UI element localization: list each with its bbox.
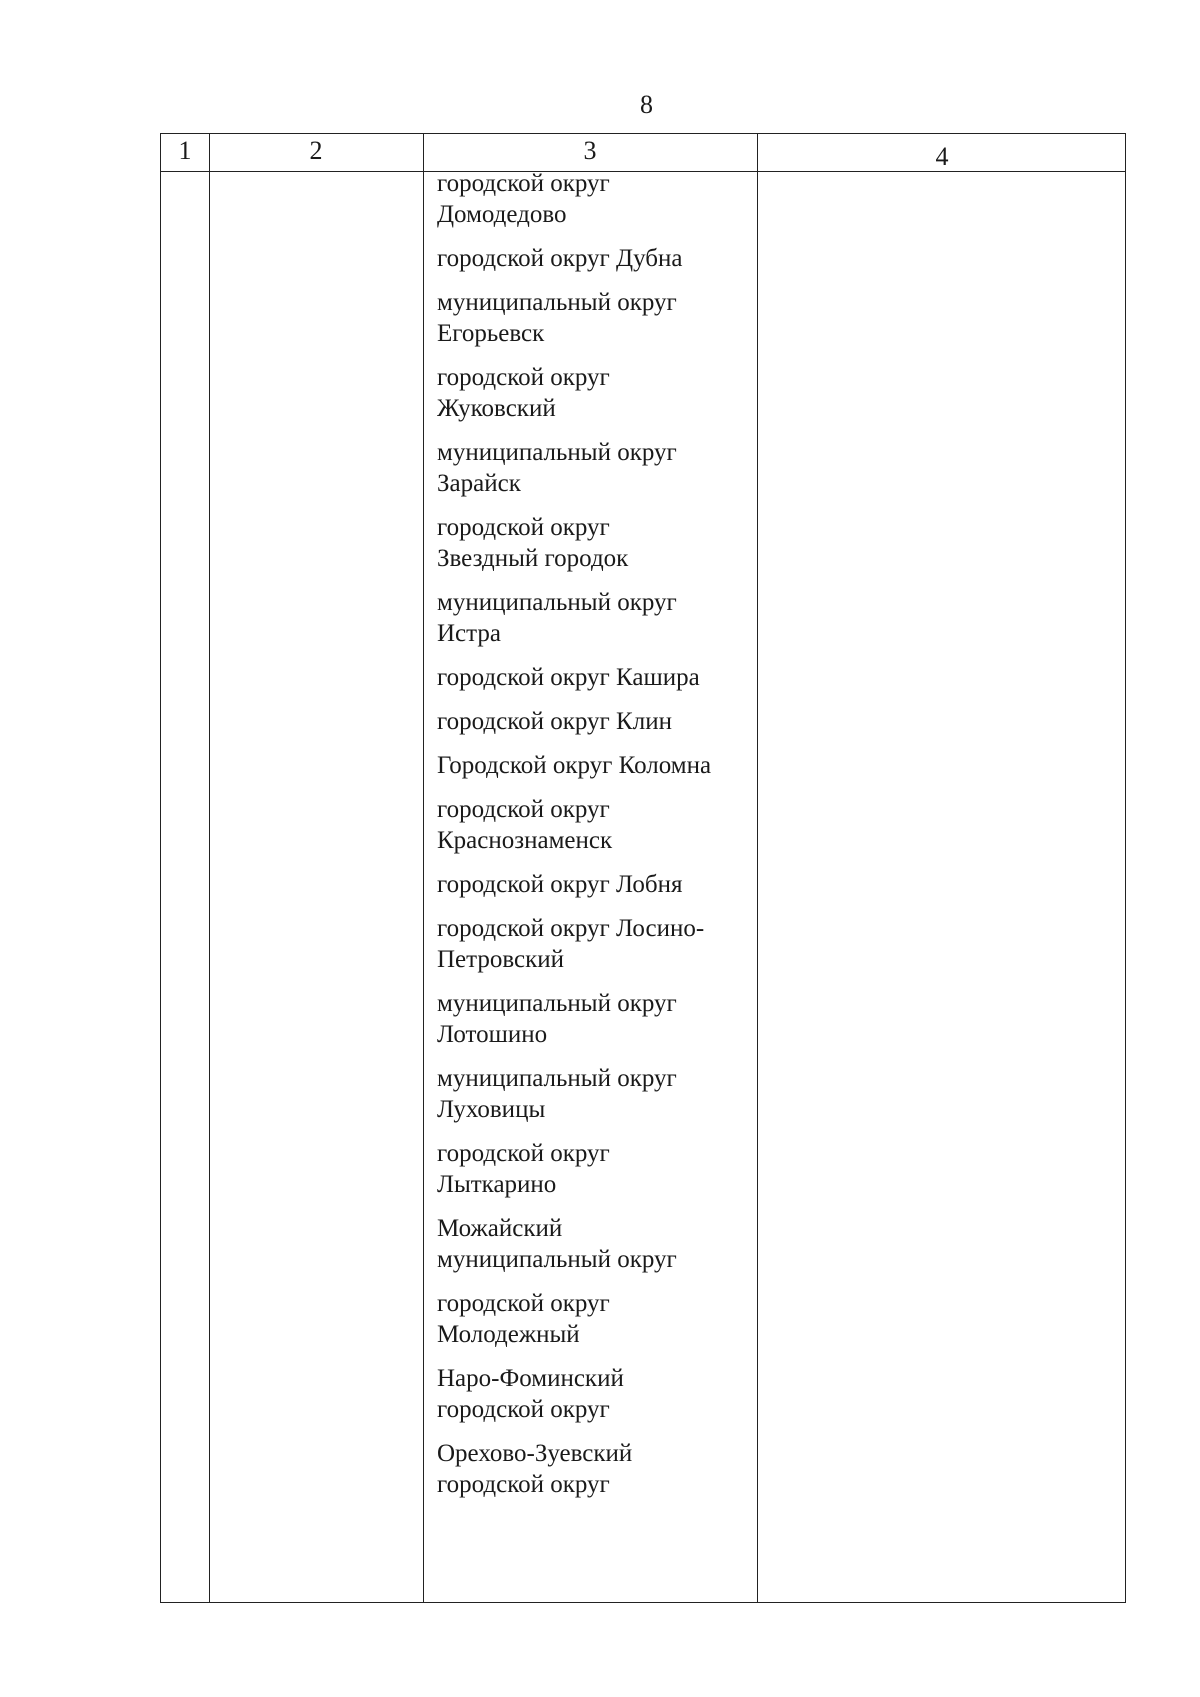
list-item: Городской округ Коломна: [437, 752, 712, 779]
column-divider-3: [757, 134, 758, 1602]
list-item: городской округ Клин: [437, 708, 672, 735]
column-divider-1: [209, 134, 210, 1602]
header-cell-4: 4: [935, 142, 949, 171]
list-item: муниципальный округ Луховицы: [437, 1065, 677, 1123]
list-item: муниципальный округ Зарайск: [437, 439, 677, 497]
list-item: городской округ Лобня: [437, 871, 683, 898]
list-item: муниципальный округ Истра: [437, 589, 677, 647]
district-list: [437, 168, 755, 1513]
list-item: городской округ Краснознаменск: [437, 796, 613, 854]
header-cell-1: 1: [178, 136, 192, 165]
list-item: Можайский муниципальный округ: [437, 1215, 677, 1273]
document-table: [160, 133, 1126, 1603]
list-item: муниципальный округ Егорьевск: [437, 289, 677, 347]
column-divider-2: [423, 134, 424, 1602]
list-item: городской округ Звездный городок: [437, 514, 629, 572]
list-item: городской округ Домодедово: [437, 170, 610, 228]
list-item: Наро-Фоминский городской округ: [437, 1365, 624, 1423]
page-number: 8: [640, 90, 653, 119]
list-item: муниципальный округ Лотошино: [437, 990, 677, 1048]
list-item: Орехово-Зуевский городской округ: [437, 1440, 633, 1498]
list-item: городской округ Жуковский: [437, 364, 610, 422]
list-item: городской округ Лыткарино: [437, 1140, 610, 1198]
list-item: городской округ Молодежный: [437, 1290, 610, 1348]
header-cell-2: 2: [309, 136, 323, 165]
table-header-row: [161, 134, 1125, 172]
list-item: городской округ Лосино- Петровский: [437, 915, 705, 973]
list-item: городской округ Кашира: [437, 664, 700, 691]
list-item: городской округ Дубна: [437, 245, 683, 272]
header-cell-3: 3: [583, 136, 597, 165]
